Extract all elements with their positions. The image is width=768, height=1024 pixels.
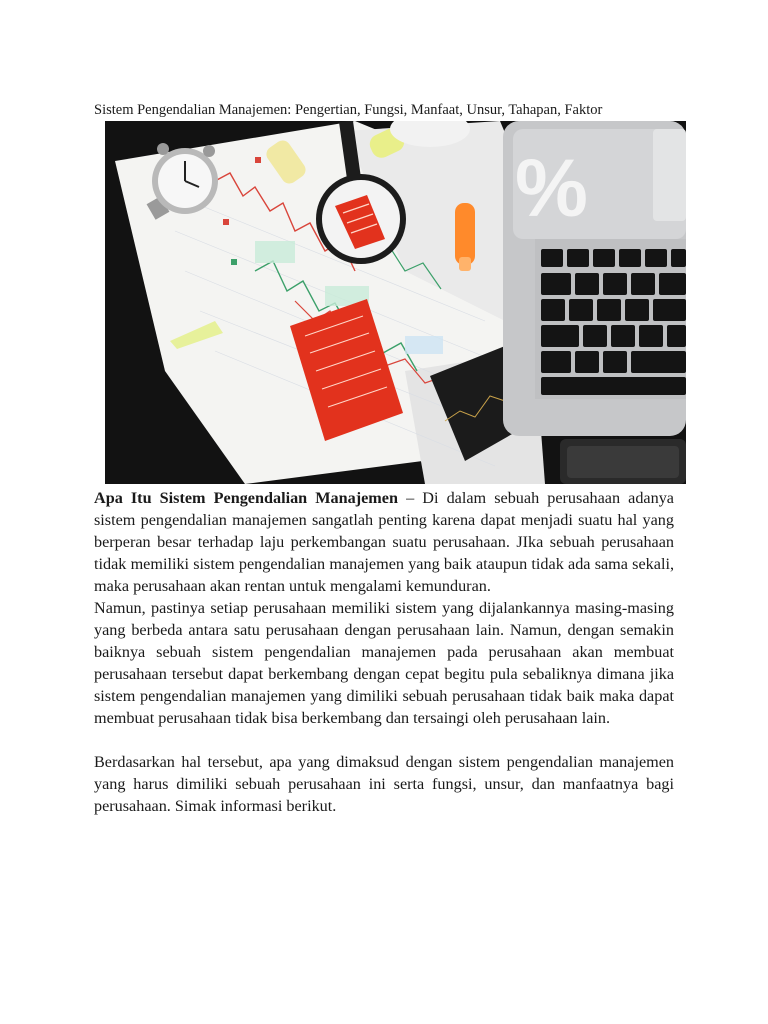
paragraph-3: Berdasarkan hal tersebut, apa yang dimaksud dengan sistem pengendalian manajemen yang harus dimiliki sebuah perusahaan ini serta fungsi, unsur, dan manfaatnya bagi perusahaan. Simak informasi berikut. [94,753,674,815]
percent-key: % [515,143,588,234]
paragraph-2: Namun, pastinya setiap perusahaan memiliki sistem yang dijalankannya masing-masing yang berbeda antara satu perusahaan dengan perusahaan lain. Namun, dengan semakin baiknya sebuah sistem pengendalian manajemen pada perusahaan akan membuat perusahaan tersebut dapat berkembang dengan cepat begitu pula sebaliknya dimana jika sistem pengendalian manajemen yang dimiliki sebuah perusahaan tidak baik maka dapat membuat perusahaan tidak bisa berkembang dan tersaingi oleh perusahaan lain. [94,599,674,727]
document-title: Sistem Pengendalian Manajemen: Pengertian, Fungsi, Manfaat, Unsur, Tahapan, Faktor [94,102,603,118]
intro-paragraph [94,487,674,597]
article-body [94,487,674,817]
article-photo [105,121,686,484]
intro-heading: Apa Itu Sistem Pengendalian Manajemen [94,489,398,507]
intro-text: Di dalam sebuah perusahaan adanya sistem pengendalian manajemen sangatlah penting karena dapat menjadi suatu hal yang berperan besar terhadap laju perkembangan suatu perusahaan. JIka sebuah perusahaan tidak memiliki sistem pengendalian manajemen yang baik ataupun tidak ada sama sekali, maka perusahaan akan rentan untuk mengalami kemunduran. [94,489,674,595]
intro-dash: – [397,489,423,507]
